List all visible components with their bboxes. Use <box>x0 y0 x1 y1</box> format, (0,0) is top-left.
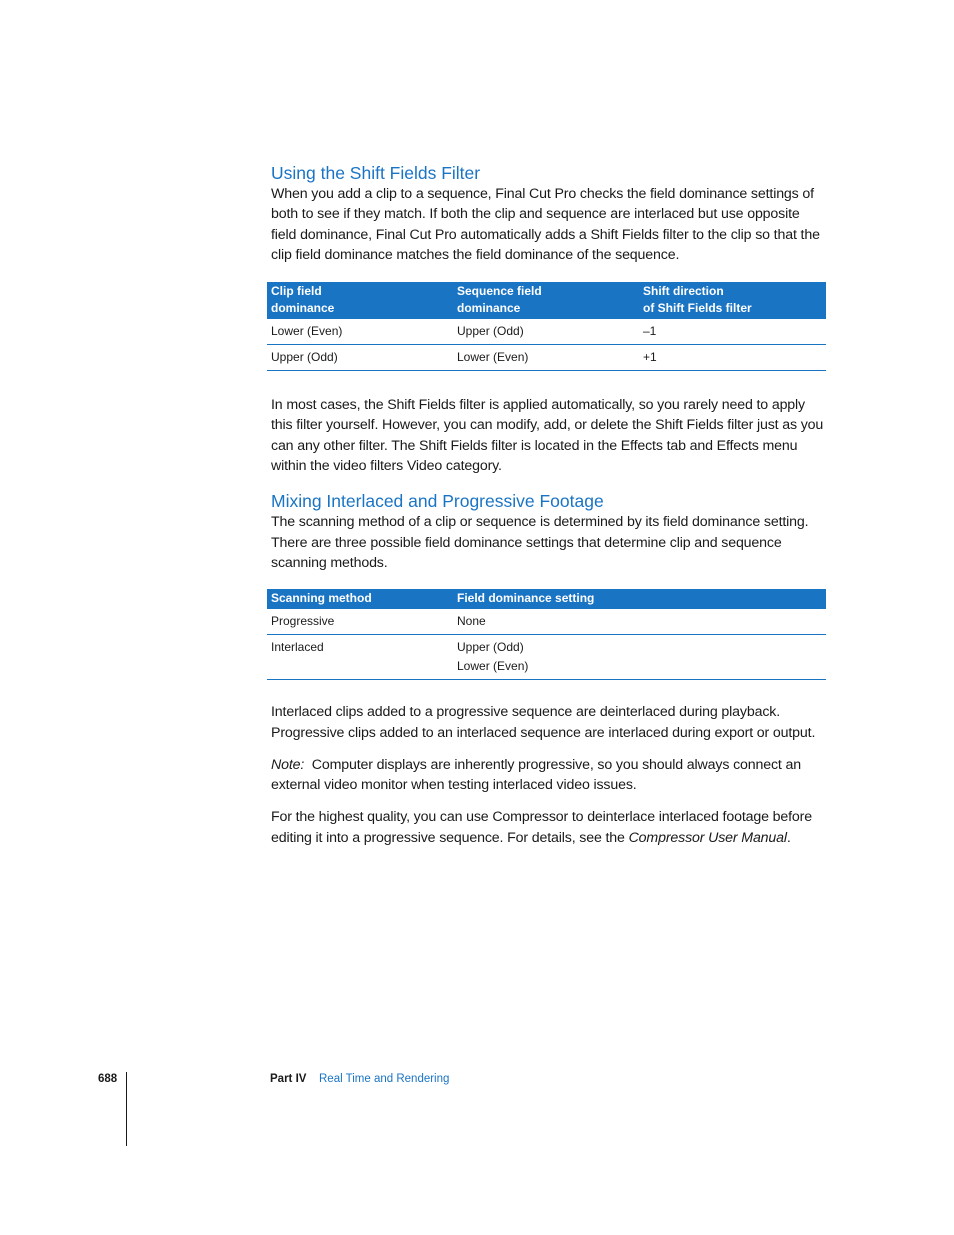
compressor-manual-title: Compressor User Manual <box>628 829 787 846</box>
note-text: Computer displays are inherently progressive, so you should always connect an external video monitor when testing interlaced video issues. <box>271 756 801 794</box>
table-row <box>267 609 826 635</box>
page-content <box>271 160 826 848</box>
table-cell: Upper (Odd) <box>267 345 453 371</box>
footer-part-label: Part IV <box>270 1073 307 1085</box>
interlaced-progressive-para: Interlaced clips added to a progressive sequence are deinterlaced during playback. Progressive clips added to an interlaced sequence are interlaced during export or output. <box>271 704 816 741</box>
footer-part-title[interactable]: Real Time and Rendering <box>319 1073 450 1085</box>
table-cell: –1 <box>639 319 826 345</box>
header-shift-direction: Shift direction of Shift Fields filter <box>639 282 826 319</box>
table-cell: Upper (Odd) Lower (Even) <box>453 635 826 680</box>
header-scanning-method: Scanning method <box>267 589 453 609</box>
shift-fields-after: In most cases, the Shift Fields filter is applied automatically, so you rarely need to apply this filter yourself. However, you can modify, add, or delete the Shift Fields filter just as you can any other filter. The Shift Fields filter is located in the Effects tab and Effects menu within the video filters Video category. <box>271 397 824 475</box>
table-cell: Lower (Even) <box>267 319 453 345</box>
table-row <box>267 319 826 345</box>
table-header-row <box>267 589 826 609</box>
shift-fields-table <box>267 282 826 371</box>
table-cell: +1 <box>639 345 826 371</box>
footer-divider <box>126 1072 127 1146</box>
heading-shift-fields: Using the Shift Fields Filter <box>271 163 481 183</box>
compressor-para: For the highest quality, you can use Compressor to deinterlace interlaced footage before editing it into a progressive sequence. For details, see the Compressor User Manual. <box>271 809 812 846</box>
page-number: 688 <box>98 1073 118 1085</box>
scanning-method-table <box>267 589 826 680</box>
table-row <box>267 345 826 371</box>
note-label: Note: <box>271 756 305 773</box>
header-clip-field: Clip field dominance <box>267 282 453 319</box>
table-cell: Interlaced <box>267 635 453 680</box>
table-cell: Lower (Even) <box>453 345 639 371</box>
table-cell: Progressive <box>267 609 453 635</box>
mixing-intro: The scanning method of a clip or sequence is determined by its field dominance setting. There are three possible field dominance settings that determine clip and sequence scanning methods. <box>271 514 809 571</box>
header-sequence-field: Sequence field dominance <box>453 282 639 319</box>
table-cell: Upper (Odd) <box>453 319 639 345</box>
header-field-dominance-setting: Field dominance setting <box>453 589 826 609</box>
table-header-row <box>267 282 826 319</box>
heading-mixing-footage: Mixing Interlaced and Progressive Footage <box>271 491 604 512</box>
note-para <box>271 755 826 796</box>
shift-fields-intro: When you add a clip to a sequence, Final Cut Pro checks the field dominance settings of both to see if they match. If both the clip and sequence are interlaced but use opposite field dominance, Final Cut Pro automatically adds a Shift Fields filter to the clip so that the clip field dominance matches the field dominance of the sequence. <box>271 186 820 263</box>
table-cell: None <box>453 609 826 635</box>
table-row <box>267 635 826 680</box>
